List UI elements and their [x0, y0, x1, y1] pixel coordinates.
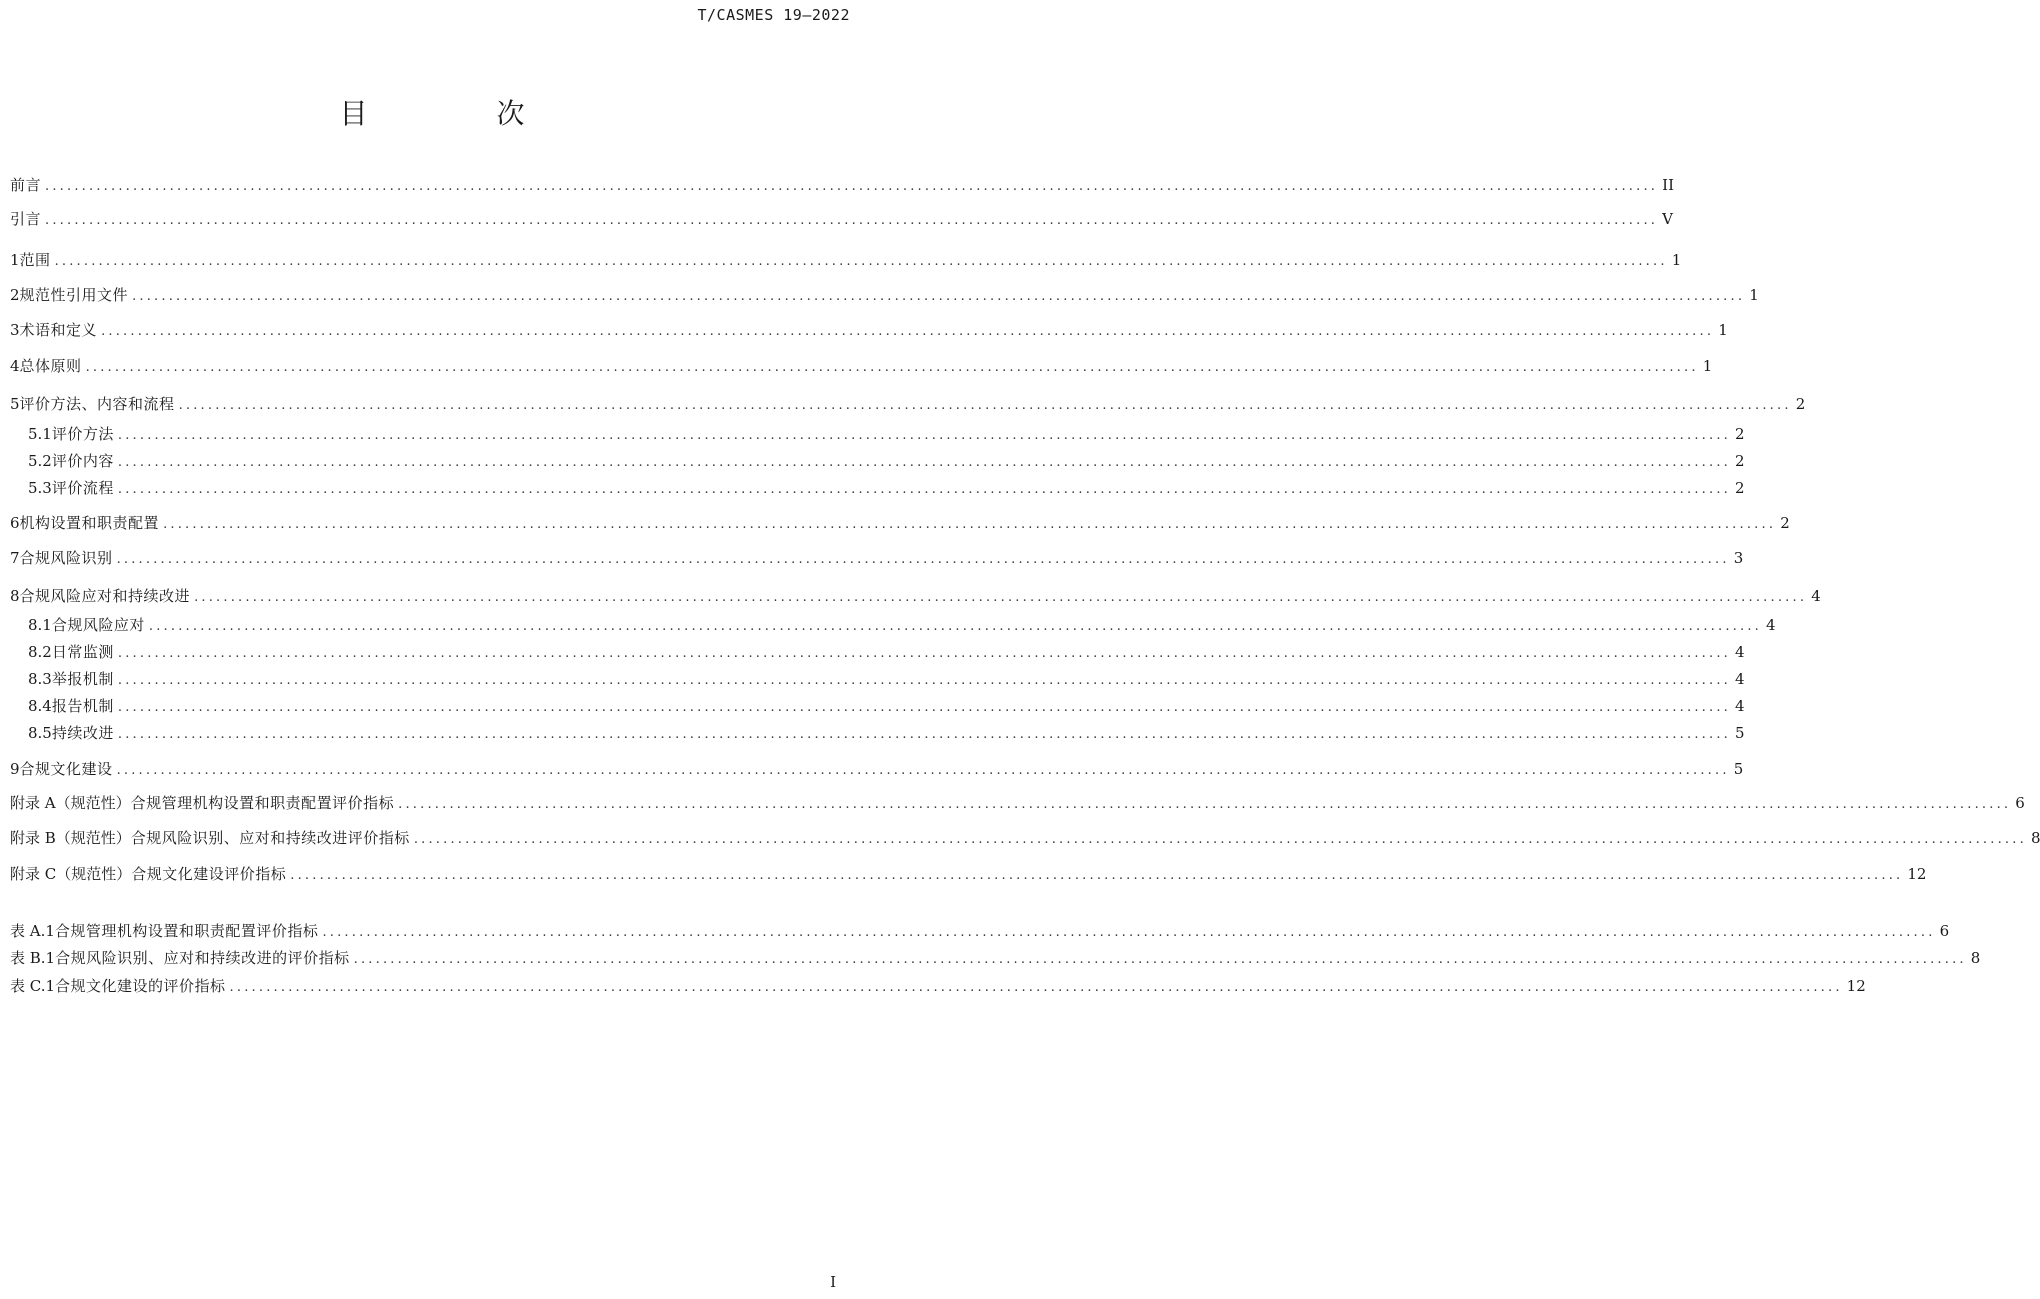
toc-entry-number: 5.2 — [28, 452, 52, 470]
toc-entry-label: 术语和定义 — [19, 321, 98, 339]
toc-entry-label: 合规管理机构设置和职责配置评价指标 — [130, 794, 395, 812]
toc-entry-number: 3 — [10, 321, 20, 339]
toc-entry-page: 6 — [1939, 922, 1950, 940]
toc-dot-leader: ............................................................................................................................................................................................................................ — [322, 925, 1936, 940]
toc-dot-leader: ............................................................................................................................................................................................................................ — [117, 482, 1731, 497]
toc-entry-number: 附录 B（规范性） — [10, 829, 131, 847]
toc-entry[interactable] — [10, 863, 1927, 885]
toc-entry-label: 合规风险应对 — [51, 616, 145, 634]
toc-entry-page: 1 — [1718, 321, 1728, 339]
toc-entry[interactable] — [10, 792, 2025, 814]
toc-entry[interactable] — [10, 319, 1728, 341]
toc-dot-leader: ............................................................................................................................................................................................................................ — [116, 552, 1730, 567]
toc-entry-page: 6 — [2015, 794, 2025, 812]
toc-entry[interactable] — [10, 450, 1745, 472]
toc-entry-number: 8 — [10, 587, 20, 605]
toc-entry-label: 评价方法 — [51, 425, 114, 443]
toc-dot-leader: ............................................................................................................................................................................................................................ — [117, 428, 1731, 443]
toc-dot-leader: ............................................................................................................................................................................................................................ — [117, 673, 1731, 688]
toc-entry[interactable] — [10, 975, 1866, 997]
toc-entry-page: 5 — [1733, 760, 1744, 778]
toc-dot-leader: ............................................................................................................................................................................................................................ — [229, 980, 1843, 995]
toc-dot-leader: ............................................................................................................................................................................................................................ — [353, 952, 1967, 967]
toc-entry-label: 前言 — [10, 176, 42, 194]
toc-dot-leader: ............................................................................................................................................................................................................................ — [178, 398, 1792, 413]
toc-entry-page: 2 — [1795, 395, 1806, 413]
toc-entry-page: 2 — [1735, 479, 1745, 497]
toc-entry-page: 12 — [1907, 865, 1927, 883]
toc-entry-page: II — [1662, 176, 1674, 194]
toc-entry[interactable] — [10, 758, 1744, 780]
toc-entry-number: 2 — [10, 286, 20, 304]
toc-dot-leader: ............................................................................................................................................................................................................................ — [117, 646, 1731, 661]
toc-entry[interactable] — [10, 827, 2040, 849]
toc-entry-number: 6 — [10, 514, 20, 532]
toc-entry-label: 合规文化建设 — [19, 760, 113, 778]
page-number: I — [830, 1273, 836, 1291]
toc-entry-label: 评价方法、内容和流程 — [19, 395, 175, 413]
document-code: T/CASMES 19—2022 — [697, 6, 850, 24]
toc-entry-number: 8.4 — [28, 697, 52, 715]
toc-entry-label: 日常监测 — [51, 643, 114, 661]
toc-entry[interactable] — [10, 695, 1745, 717]
toc-entry-page: 8 — [2030, 829, 2040, 847]
toc-dot-leader: ............................................................................................................................................................................................................................ — [45, 213, 1659, 228]
toc-entry[interactable] — [10, 512, 1790, 534]
toc-entry-label: 规范性引用文件 — [19, 286, 129, 304]
toc-entry-number: 9 — [10, 760, 20, 778]
toc-entry[interactable] — [10, 668, 1745, 690]
toc-entry[interactable] — [10, 355, 1713, 377]
toc-entry-label: 机构设置和职责配置 — [19, 514, 160, 532]
toc-dot-leader: ............................................................................................................................................................................................................................ — [117, 700, 1731, 715]
toc-entry-page: 1 — [1749, 286, 1759, 304]
toc-entry-number: 8.3 — [28, 670, 52, 688]
toc-entry-number: 5.3 — [28, 479, 52, 497]
toc-entry[interactable] — [10, 477, 1745, 499]
toc-entry-label: 合规风险识别、应对和持续改进的评价指标 — [55, 949, 350, 967]
toc-entry[interactable] — [10, 249, 1682, 271]
toc-entry-page: 4 — [1811, 587, 1821, 605]
toc-entry[interactable] — [10, 722, 1745, 744]
toc-entry[interactable] — [10, 614, 1776, 636]
toc-dot-leader: ............................................................................................................................................................................................................................ — [290, 868, 1904, 883]
toc-dot-leader: ............................................................................................................................................................................................................................ — [54, 254, 1668, 269]
toc-entry-number: 表 B.1 — [10, 949, 56, 967]
toc-entry-page: 12 — [1846, 977, 1866, 995]
toc-entry[interactable] — [10, 284, 1759, 306]
toc-entry-number: 5 — [10, 395, 20, 413]
toc-dot-leader: ............................................................................................................................................................................................................................ — [101, 324, 1715, 339]
toc-dot-leader: ............................................................................................................................................................................................................................ — [148, 619, 1762, 634]
toc-entry[interactable] — [10, 585, 1821, 607]
toc-entry-page: 3 — [1733, 549, 1744, 567]
toc-dot-leader: ............................................................................................................................................................................................................................ — [163, 517, 1777, 532]
toc-entry-label: 引言 — [10, 210, 42, 228]
toc-entry-number: 表 C.1 — [10, 977, 56, 995]
toc-entry-page: 2 — [1735, 425, 1745, 443]
toc-entry-number: 8.5 — [28, 724, 52, 742]
toc-entry-label: 持续改进 — [51, 724, 114, 742]
toc-entry-page: 4 — [1735, 670, 1745, 688]
toc-dot-leader: ............................................................................................................................................................................................................................ — [132, 289, 1746, 304]
toc-entry-label: 合规风险识别、应对和持续改进评价指标 — [130, 829, 410, 847]
toc-entry-label: 合规风险应对和持续改进 — [19, 587, 191, 605]
toc-entry[interactable] — [10, 947, 1981, 969]
toc-entry-number: 8.1 — [28, 616, 52, 634]
toc-entry-label: 合规风险识别 — [19, 549, 113, 567]
toc-entry-number: 附录 C（规范性） — [10, 865, 132, 883]
toc-entry[interactable] — [10, 920, 1950, 942]
toc-dot-leader: ............................................................................................................................................................................................................................ — [194, 590, 1808, 605]
toc-entry[interactable] — [10, 423, 1745, 445]
toc-entry-label: 合规文化建设的评价指标 — [55, 977, 226, 995]
toc-entry-number: 附录 A（规范性） — [10, 794, 131, 812]
toc-entry-label: 合规文化建设评价指标 — [131, 865, 287, 883]
toc-entry-label: 报告机制 — [51, 697, 114, 715]
toc-entry-number: 8.2 — [28, 643, 52, 661]
toc-dot-leader: ............................................................................................................................................................................................................................ — [85, 360, 1699, 375]
toc-entry-page: 2 — [1780, 514, 1790, 532]
toc-entry-label: 评价流程 — [51, 479, 114, 497]
toc-entry-page: 4 — [1735, 643, 1745, 661]
toc-dot-leader: ............................................................................................................................................................................................................................ — [398, 797, 2012, 812]
toc-entry-page: 1 — [1671, 251, 1682, 269]
toc-entry[interactable] — [10, 208, 1673, 230]
toc-entry-number: 1 — [10, 251, 20, 269]
page-title: 目 次 — [339, 97, 585, 130]
toc-entry[interactable] — [10, 547, 1744, 569]
toc-entry-page: 5 — [1735, 724, 1745, 742]
toc-entry[interactable] — [10, 174, 1674, 196]
toc-entry-page: V — [1662, 210, 1673, 228]
toc-entry-label: 范围 — [19, 251, 51, 269]
toc-entry-number: 7 — [10, 549, 20, 567]
toc-entry-label: 合规管理机构设置和职责配置评价指标 — [54, 922, 319, 940]
toc-dot-leader: ............................................................................................................................................................................................................................ — [413, 832, 2027, 847]
toc-entry-page: 4 — [1766, 616, 1776, 634]
toc-entry-number: 表 A.1 — [10, 922, 55, 940]
toc-dot-leader: ............................................................................................................................................................................................................................ — [117, 727, 1731, 742]
toc-entry-page: 1 — [1702, 357, 1713, 375]
toc-dot-leader: ............................................................................................................................................................................................................................ — [116, 763, 1730, 778]
toc-entry-page: 2 — [1735, 452, 1745, 470]
toc-entry-label: 总体原则 — [19, 357, 82, 375]
toc-entry-label: 评价内容 — [51, 452, 114, 470]
toc-dot-leader: ............................................................................................................................................................................................................................ — [117, 455, 1731, 470]
toc-entry-label: 举报机制 — [51, 670, 114, 688]
toc-entry-number: 5.1 — [28, 425, 52, 443]
toc-entry-page: 8 — [1970, 949, 1981, 967]
toc-entry[interactable] — [10, 641, 1745, 663]
toc-entry-number: 4 — [10, 357, 20, 375]
toc-dot-leader: ............................................................................................................................................................................................................................ — [45, 179, 1659, 194]
toc-entry-page: 4 — [1735, 697, 1745, 715]
toc-entry[interactable] — [10, 393, 1806, 415]
